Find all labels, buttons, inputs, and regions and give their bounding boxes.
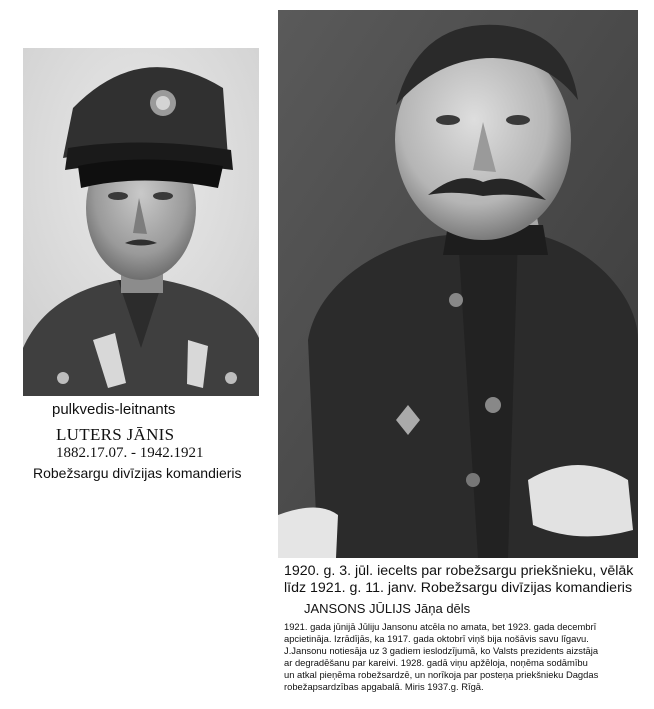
life-dates: 1882.17.07. - 1942.1921 xyxy=(56,445,204,461)
portrait-photo-jansons xyxy=(278,10,638,558)
portrait-photo-luters xyxy=(23,48,259,396)
role-label: Robežsargu divīzijas komandieris xyxy=(33,465,242,481)
person-name-jansons: JANSONS JŪLIJS Jāņa dēls xyxy=(304,601,471,616)
rank-label: pulkvedis-leitnants xyxy=(52,401,176,418)
bio-line: ar degradēšanu par kareivi. 1928. gadā viņu apžēloja, noņēma sodāmību xyxy=(284,657,588,669)
bio-line: robežapsardzības apgabalā. Miris 1937.g. Rīgā. xyxy=(284,681,484,693)
bio-line: 1921. gada jūnijā Jūliju Jansonu atcēla no amata, bet 1923. gada decembrī xyxy=(284,621,597,632)
bio-line: J.Jansonu notiesāja uz 3 gadiem ieslodzījumā, ko Valsts prezidents aizstāja xyxy=(284,645,599,657)
bio-line: un atkal pieņēma robežsardzē, un norīkoja par posteņa priekšnieku Dagdas xyxy=(284,669,599,681)
bio-line: apcietināja. Izrādījās, ka 1917. gada oktobrī viņš bija nošāvis savu līgavu. xyxy=(284,633,589,645)
caption-line: līdz 1921. g. 11. janv. Robežsargu divīzijas komandieris xyxy=(284,580,633,596)
biography-text xyxy=(284,621,646,694)
person-name-luters: LUTERS JĀNIS xyxy=(56,425,175,444)
caption-line: 1920. g. 3. jūl. iecelts par robežsargu priekšnieku, vēlāk xyxy=(284,563,634,579)
